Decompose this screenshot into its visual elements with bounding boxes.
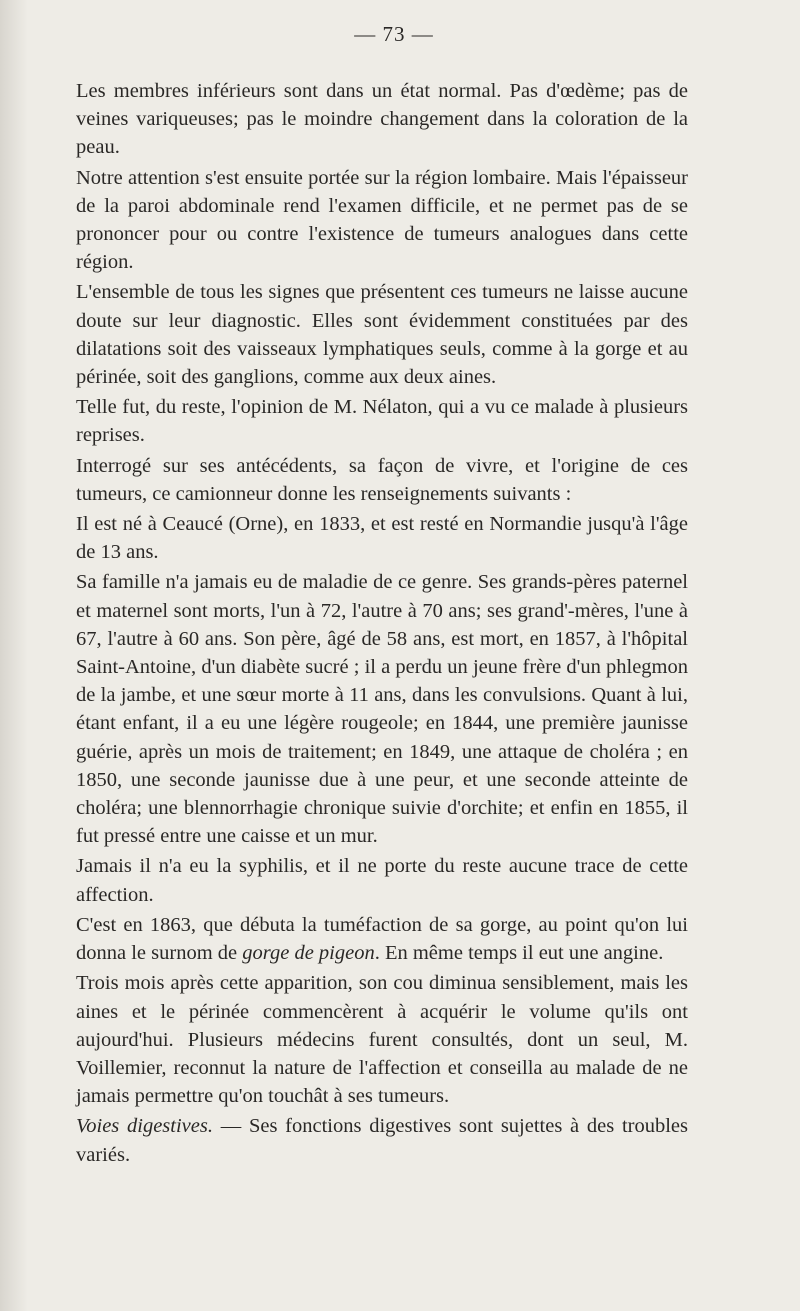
paragraph-voies-digestives	[76, 1112, 688, 1168]
paragraph-membres: Les membres inférieurs sont dans un état normal. Pas d'œdème; pas de veines variqueuses; pas le moindre changement dans la coloration de la peau.	[76, 80, 688, 159]
gorge-italic-term: gorge de pigeon	[242, 942, 375, 965]
page-number: — 73 —	[354, 22, 434, 46]
paragraph-trois-mois: Trois mois après cette apparition, son cou diminua sensiblement, mais les aines et le périnée commencèrent à acquérir le volume qu'ils ont aujourd'hui. Plusieurs médecins furent consultés, dont un seul, M. Voillemier, reconnut la nature de l'affection et conseilla au malade de ne jamais permettre qu'on touchât à ses tumeurs.	[76, 972, 688, 1108]
paragraph-naissance: Il est né à Ceaucé (Orne), en 1833, et est resté en Normandie jusqu'à l'âge de 13 ans.	[76, 513, 688, 564]
paragraph-region-lombaire: Notre attention s'est ensuite portée sur la région lombaire. Mais l'épaisseur de la paroi abdominale rend l'examen difficile, et ne permet pas de se prononcer pour ou contre l'existence de tumeurs analogues dans cette région.	[76, 166, 688, 274]
paragraph-famille: Sa famille n'a jamais eu de maladie de ce genre. Ses grands-pères paternel et maternel sont morts, l'un à 72, l'autre à 70 ans; ses grand'-mères, l'une à 67, l'autre à 60 ans. Son père, âgé de 58 ans, est mort, en 1857, à l'hôpital Saint-Antoine, d'un diabète sucré ; il a perdu un jeune frère d'un phlegmon de la jambe, et une sœur morte à 11 ans, dans les convulsions. Quant à lui, étant enfant, il a eu une légère rougeole; en 1844, une première jaunisse guérie, après un mois de traitement; en 1849, une attaque de choléra ; en 1850, une seconde jaunisse due à une peur, et une seconde atteinte de choléra; une blennorrhagie chronique suivie d'orchite; et enfin en 1855, il fut pressé entre une caisse et un mur.	[76, 571, 688, 848]
paragraph-gorge-de-pigeon	[76, 911, 688, 967]
paragraph-interroge: Interrogé sur ses antécédents, sa façon de vivre, et l'origine de ces tumeurs, ce camionneur donne les renseignements suivants :	[76, 454, 688, 505]
voies-digestives-text: — Ses fonctions digestives sont sujettes à des troubles variés.	[76, 1115, 688, 1166]
gorge-text-after: . En même temps il eut une angine.	[374, 942, 664, 965]
gorge-text-before: C'est en 1863, que débuta la tuméfaction de sa gorge, au point qu'on lui donna le surnom de	[76, 913, 688, 965]
paragraph-syphilis: Jamais il n'a eu la syphilis, et il ne porte du reste aucune trace de cette affection.	[76, 855, 688, 906]
paragraph-nelaton: Telle fut, du reste, l'opinion de M. Nélaton, qui a vu ce malade à plusieurs reprises.	[76, 396, 688, 447]
voies-digestives-heading: Voies digestives.	[76, 1115, 213, 1138]
paragraph-diagnostic: L'ensemble de tous les signes que présentent ces tumeurs ne laisse aucune doute sur leur diagnostic. Elles sont évidemment constituées par des dilatations soit des vaisseaux lymphatiques seuls, comme à la gorge et au périnée, soit des ganglions, comme aux deux aines.	[76, 281, 688, 389]
